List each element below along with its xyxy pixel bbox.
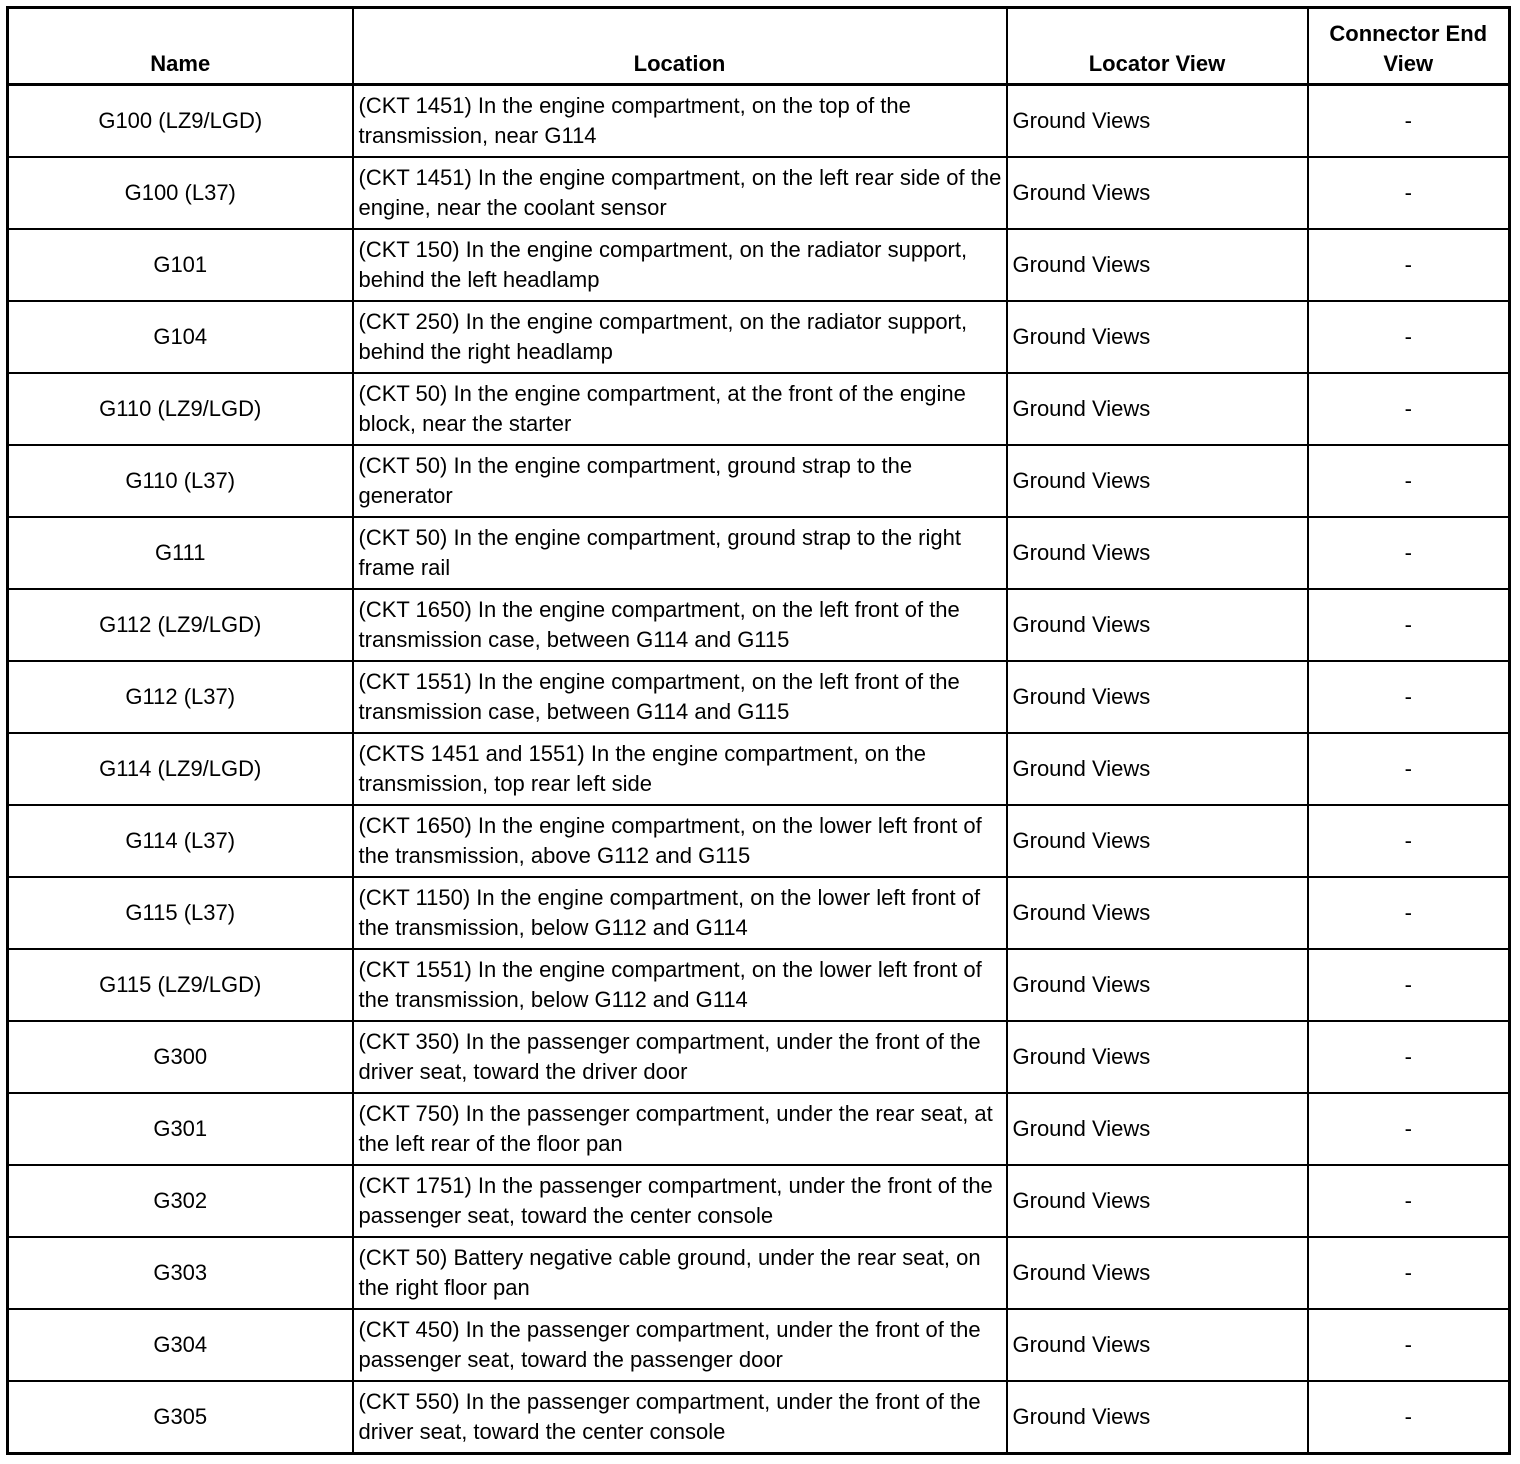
ground-location: (CKTS 1451 and 1551) In the engine compartment, on the transmission, top rear left side [353, 733, 1007, 805]
connector-end-view: - [1308, 733, 1510, 805]
table-row [8, 1237, 1510, 1309]
connector-end-view: - [1308, 445, 1510, 517]
ground-location: (CKT 1551) In the engine compartment, on the lower left front of the transmission, below G112 and G114 [353, 949, 1007, 1021]
column-header-locator-view: Locator View [1007, 8, 1308, 85]
locator-view-link[interactable]: Ground Views [1007, 877, 1308, 949]
ground-name: G115 (L37) [8, 877, 353, 949]
locator-view-link[interactable]: Ground Views [1007, 517, 1308, 589]
table-row [8, 157, 1510, 229]
connector-end-view: - [1308, 1309, 1510, 1381]
ground-name: G301 [8, 1093, 353, 1165]
ground-location: (CKT 50) Battery negative cable ground, under the rear seat, on the right floor pan [353, 1237, 1007, 1309]
table-row [8, 1165, 1510, 1237]
ground-location: (CKT 1650) In the engine compartment, on the lower left front of the transmission, above G112 and G115 [353, 805, 1007, 877]
locator-view-link[interactable]: Ground Views [1007, 85, 1308, 158]
table-row [8, 301, 1510, 373]
locator-view-link[interactable]: Ground Views [1007, 445, 1308, 517]
ground-name: G111 [8, 517, 353, 589]
ground-location: (CKT 50) In the engine compartment, ground strap to the right frame rail [353, 517, 1007, 589]
ground-name: G305 [8, 1381, 353, 1454]
ground-name: G112 (L37) [8, 661, 353, 733]
ground-location: (CKT 450) In the passenger compartment, under the front of the passenger seat, toward the passenger door [353, 1309, 1007, 1381]
locator-view-link[interactable]: Ground Views [1007, 373, 1308, 445]
locator-view-link[interactable]: Ground Views [1007, 733, 1308, 805]
table-row [8, 805, 1510, 877]
connector-end-view: - [1308, 1165, 1510, 1237]
ground-location: (CKT 1551) In the engine compartment, on the left front of the transmission case, between G114 and G115 [353, 661, 1007, 733]
locator-view-link[interactable]: Ground Views [1007, 1381, 1308, 1454]
connector-end-view: - [1308, 877, 1510, 949]
table-row [8, 373, 1510, 445]
ground-location: (CKT 1650) In the engine compartment, on the left front of the transmission case, between G114 and G115 [353, 589, 1007, 661]
locator-view-link[interactable]: Ground Views [1007, 949, 1308, 1021]
ground-location: (CKT 1150) In the engine compartment, on the lower left front of the transmission, below G112 and G114 [353, 877, 1007, 949]
connector-end-view: - [1308, 301, 1510, 373]
connector-end-view: - [1308, 805, 1510, 877]
ground-name: G300 [8, 1021, 353, 1093]
connector-end-view: - [1308, 1021, 1510, 1093]
locator-view-link[interactable]: Ground Views [1007, 1309, 1308, 1381]
connector-end-view: - [1308, 589, 1510, 661]
table-row [8, 877, 1510, 949]
locator-view-link[interactable]: Ground Views [1007, 589, 1308, 661]
table-row [8, 517, 1510, 589]
table-row [8, 1021, 1510, 1093]
table-row [8, 661, 1510, 733]
connector-end-view: - [1308, 1093, 1510, 1165]
ground-name: G100 (LZ9/LGD) [8, 85, 353, 158]
connector-end-view: - [1308, 1237, 1510, 1309]
ground-location: (CKT 550) In the passenger compartment, under the front of the driver seat, toward the center console [353, 1381, 1007, 1454]
locator-view-link[interactable]: Ground Views [1007, 661, 1308, 733]
table-row [8, 1309, 1510, 1381]
ground-location: (CKT 150) In the engine compartment, on the radiator support, behind the left headlamp [353, 229, 1007, 301]
locator-view-link[interactable]: Ground Views [1007, 1237, 1308, 1309]
locator-view-link[interactable]: Ground Views [1007, 229, 1308, 301]
table-header-row [8, 8, 1510, 85]
locator-view-link[interactable]: Ground Views [1007, 1165, 1308, 1237]
connector-end-view: - [1308, 949, 1510, 1021]
table-row [8, 1093, 1510, 1165]
ground-locations-table [6, 6, 1511, 1455]
table-row [8, 229, 1510, 301]
connector-end-view: - [1308, 229, 1510, 301]
ground-location: (CKT 1751) In the passenger compartment, under the front of the passenger seat, toward the center console [353, 1165, 1007, 1237]
ground-name: G110 (L37) [8, 445, 353, 517]
connector-end-view: - [1308, 1381, 1510, 1454]
locator-view-link[interactable]: Ground Views [1007, 301, 1308, 373]
column-header-connector-end-view: Connector End View [1308, 8, 1510, 85]
ground-location: (CKT 750) In the passenger compartment, under the rear seat, at the left rear of the floor pan [353, 1093, 1007, 1165]
table-row [8, 1381, 1510, 1454]
ground-name: G104 [8, 301, 353, 373]
locator-view-link[interactable]: Ground Views [1007, 157, 1308, 229]
ground-location: (CKT 50) In the engine compartment, at the front of the engine block, near the starter [353, 373, 1007, 445]
ground-name: G114 (L37) [8, 805, 353, 877]
ground-name: G114 (LZ9/LGD) [8, 733, 353, 805]
connector-end-view: - [1308, 85, 1510, 158]
ground-name: G110 (LZ9/LGD) [8, 373, 353, 445]
column-header-name: Name [8, 8, 353, 85]
table-row [8, 589, 1510, 661]
ground-name: G112 (LZ9/LGD) [8, 589, 353, 661]
column-header-location: Location [353, 8, 1007, 85]
ground-location: (CKT 1451) In the engine compartment, on the top of the transmission, near G114 [353, 85, 1007, 158]
ground-name: G115 (LZ9/LGD) [8, 949, 353, 1021]
ground-name: G304 [8, 1309, 353, 1381]
ground-name: G303 [8, 1237, 353, 1309]
ground-location: (CKT 1451) In the engine compartment, on the left rear side of the engine, near the coolant sensor [353, 157, 1007, 229]
table-row [8, 85, 1510, 158]
connector-end-view: - [1308, 517, 1510, 589]
table-row [8, 445, 1510, 517]
locator-view-link[interactable]: Ground Views [1007, 1021, 1308, 1093]
connector-end-view: - [1308, 661, 1510, 733]
locator-view-link[interactable]: Ground Views [1007, 1093, 1308, 1165]
ground-location: (CKT 250) In the engine compartment, on the radiator support, behind the right headlamp [353, 301, 1007, 373]
ground-location: (CKT 350) In the passenger compartment, under the front of the driver seat, toward the driver door [353, 1021, 1007, 1093]
ground-name: G100 (L37) [8, 157, 353, 229]
ground-name: G101 [8, 229, 353, 301]
connector-end-view: - [1308, 157, 1510, 229]
ground-name: G302 [8, 1165, 353, 1237]
table-row [8, 733, 1510, 805]
locator-view-link[interactable]: Ground Views [1007, 805, 1308, 877]
table-row [8, 949, 1510, 1021]
connector-end-view: - [1308, 373, 1510, 445]
ground-location: (CKT 50) In the engine compartment, ground strap to the generator [353, 445, 1007, 517]
